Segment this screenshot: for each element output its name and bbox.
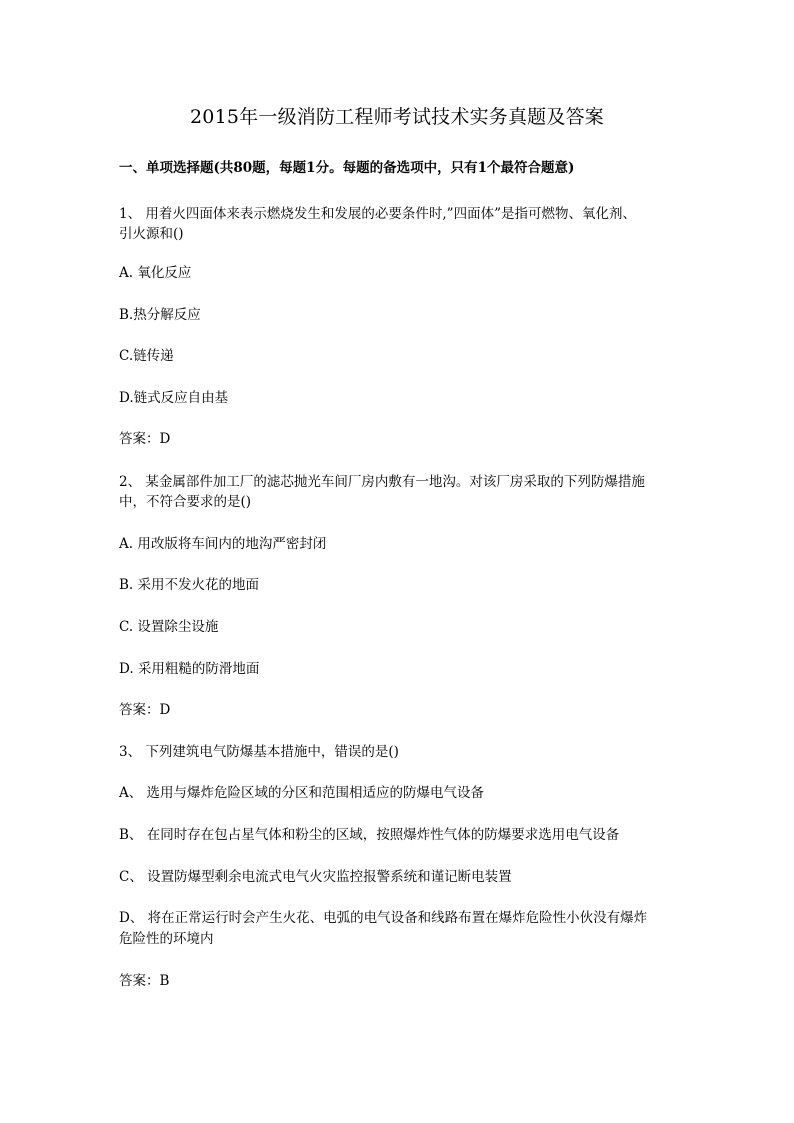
question-1-option-b: B.热分解反应 (119, 307, 201, 323)
question-3-stem: 3、 下列建筑电气防爆基本措施中，错误的是() (119, 744, 399, 760)
question-2-option-b: B. 采用不发火花的地面 (119, 577, 260, 593)
question-1-stem-line-1: 1、 用着火四面体来表示燃烧发生和发展的必要条件时,”四面体”是指可燃物、氧化剂、 (119, 206, 636, 222)
section-heading: 一、单项选择题(共80题，每题1分。每题的备选项中，只有1个最符合题意) (119, 160, 575, 176)
question-1-stem-line-2: 引火源和() (119, 226, 184, 242)
question-3-option-d-line-1: D、 将在正常运行时会产生火花、电弧的电气设备和线路布置在爆炸危险性小伙没有爆炸 (119, 910, 648, 926)
question-1-option-a: A. 氧化反应 (119, 265, 192, 281)
question-2-option-a: A. 用改版将车间内的地沟严密封闭 (119, 536, 327, 552)
question-1-option-c: C.链传递 (119, 348, 174, 364)
document-title: 2015年一级消防工程师考试技术实务真题及答案 (190, 106, 604, 128)
question-2-stem-line-2: 中，不符合要求的是() (119, 494, 252, 510)
question-3-answer: 答案：B (119, 973, 170, 989)
question-2-answer: 答案：D (119, 702, 171, 718)
question-3-option-b: B、 在同时存在包占星气体和粉尘的区域，按照爆炸性气体的防爆要求选用电气设备 (119, 827, 620, 843)
question-3-option-d-line-2: 危险性的环境内 (119, 931, 214, 947)
question-3-option-c: C、 设置防爆型剩余电流式电气火灾监控报警系统和谨记断电装置 (119, 869, 512, 885)
question-2-option-c: C. 设置除尘设施 (119, 619, 219, 635)
question-3-option-a: A、 选用与爆炸危险区域的分区和范围相适应的防爆电气设备 (119, 785, 485, 801)
question-2-stem-line-1: 2、 某金属部件加工厂的滤芯抛光车间厂房内敷有一地沟。对该厂房采取的下列防爆措施 (119, 474, 645, 490)
question-1-option-d: D.链式反应自由基 (119, 390, 229, 406)
question-2-option-d: D. 采用粗糙的防滑地面 (119, 661, 260, 677)
question-1-answer: 答案：D (119, 431, 171, 447)
